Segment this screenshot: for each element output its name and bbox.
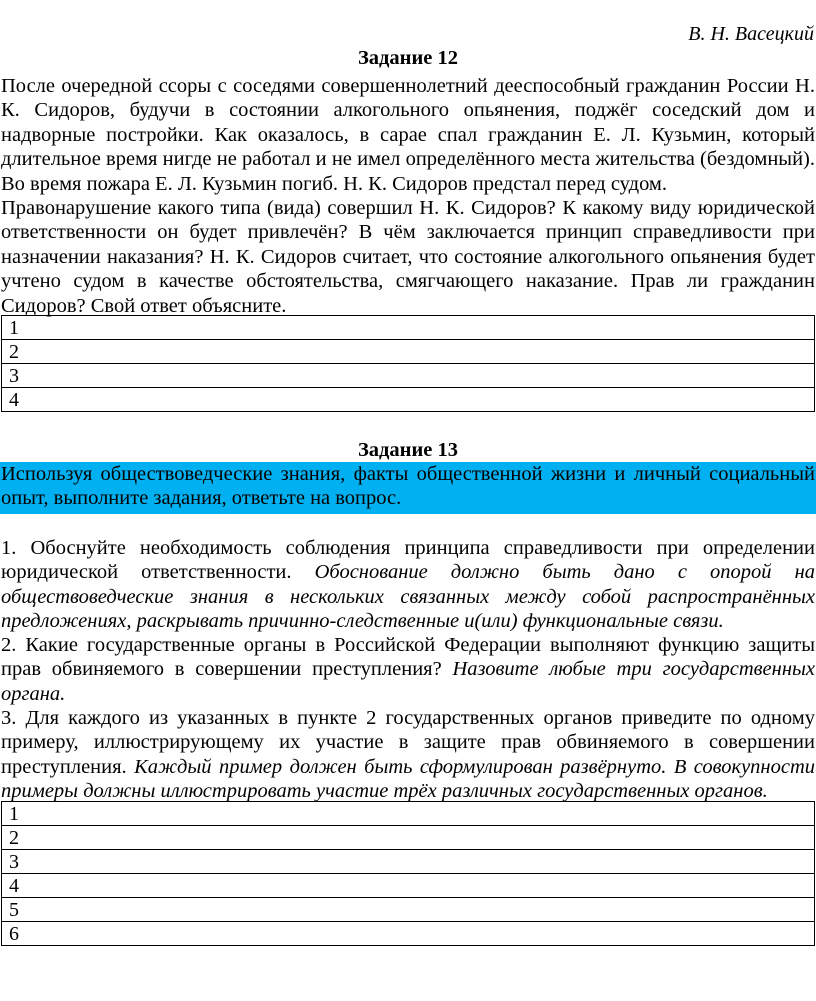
task12-answer-table [1,315,815,412]
question-3-text: 3. Для каждого из указанных в пункте 2 государственных органов приведите по одному примеру, иллюстрирующему их участие в защите прав обвиняемого в совершении преступления. [1,707,815,778]
answer-cell[interactable]: 1 [2,802,815,826]
answer-row [2,850,815,874]
answer-row [2,874,815,898]
question-2-instruction: Назовите любые три государственных органа. [1,658,815,705]
answer-row [2,826,815,850]
task13-intro: Используя обществоведческие знания, факты общественной жизни и личный социальный опыт, выполните задания, ответьте на вопрос. [0,462,816,514]
answer-row [2,802,815,826]
answer-cell[interactable]: 5 [2,898,815,922]
answer-row [2,898,815,922]
task12-question: Правонарушение какого типа (вида) совершил Н. К. Сидоров? К какому виду юридической ответственности он будет привлечён? В чём заключается принцип справедливости при назначении наказания? Н. К. Сидоров считает, что состояние алкогольного опьянения будет учтено судом в качестве обстоятельства, смягчающего наказание. Прав ли гражданин Сидоров? Свой ответ объясните. [1,197,815,317]
answer-cell[interactable]: 3 [2,364,815,388]
answer-cell[interactable]: 4 [2,874,815,898]
answer-row [2,922,815,946]
question-1-instruction: Обоснование должно быть дано с опорой на обществоведческие знания в нескольких связанных между собой распространённых предложениях, раскрывать причинно-следственные и(или) функциональные связи. [1,561,815,633]
task12-title: Задание 12 [357,47,459,69]
task12-text: После очередной ссоры с соседями совершеннолетний дееспособный гражданин России Н. К. Сидоров, будучи в состоянии алкогольного опьянения, поджёг соседский дом и надворные постройки. Как оказалось, в сарае спал гражданин Е. Л. Кузьмин, который длительное время нигде не работал и не имел определённого места жительства (бездомный). Во время пожара Е. Л. Кузьмин погиб. Н. К. Сидоров предстал перед судом. [1,75,815,195]
question-1-text: 1. Обоснуйте необходимость соблюдения принципа справедливости при определении юридической ответственности. [1,537,815,584]
task13-title: Задание 13 [357,439,459,461]
answer-row [2,388,815,412]
answer-row [2,340,815,364]
answer-row [2,316,815,340]
question-2-text: 2. Какие государственные органы в Российской Федерации выполняют функцию защиты прав обвиняемого в совершении преступления? [1,634,815,681]
answer-cell[interactable]: 2 [2,340,815,364]
task13-question-3 [1,706,815,804]
answer-cell[interactable]: 2 [2,826,815,850]
answer-row [2,364,815,388]
answer-cell[interactable]: 4 [2,388,815,412]
task13-question-2 [1,633,815,706]
answer-cell[interactable]: 1 [2,316,815,340]
answer-cell[interactable]: 3 [2,850,815,874]
author-name: В. Н. Васецкий [688,23,814,45]
task13-answer-table [1,801,815,946]
task13-question-1 [1,536,815,634]
answer-cell[interactable]: 6 [2,922,815,946]
question-3-instruction: Каждый пример должен быть сформулирован развёрнуто. В совокупности примеры должны иллюстрировать участие трёх различных государственных органов. [1,755,815,803]
